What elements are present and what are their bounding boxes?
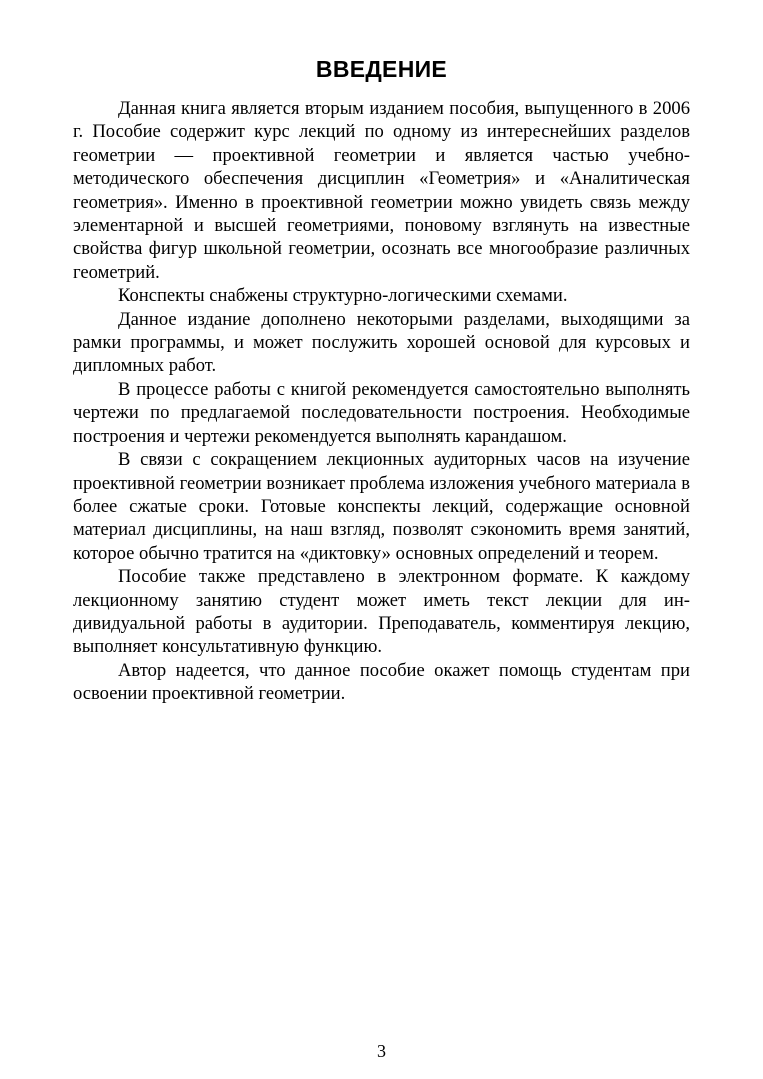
paragraph-5: В связи с сокращением лекционных аудиторных часов на изучение проективной геометрии возникает проблема изложения учебного материала в более сжатые сроки. Готовые конспекты лекций, содержащие основной материал дисциплины, на наш взгляд, позволят сэкономить время занятий, которое обычно тратится на «диктовку» основных определений и теорем. [73, 449, 690, 564]
paragraph-1: Данная книга является вторым изданием пособия, выпущенного в 2006 г. Пособие содержит курс лекций по одному из интереснейших разделов геометрии — проективной геометрии и является частью учебно-методического обеспечения дисциплин «Геометрия» и «Аналитическая геометрия». Именно в проективной геометрии можно увидеть связь между элементарной и высшей геометриями, поновому взглянуть на известные свойства фигур школьной геометрии, осознать все многообразие различных геометрий. [73, 98, 690, 283]
paragraph-3: Данное издание дополнено некоторыми разделами, выходящими за рамки программы, и может послужить хорошей основой для курсовых и дипломных работ. [73, 308, 690, 377]
body-text [73, 97, 690, 706]
paragraph-7: Автор надеется, что данное пособие окажет помощь студентам при освоении проективной геометрии. [73, 659, 690, 705]
page-number: 3 [377, 1041, 386, 1061]
paragraph-6: Пособие также представлено в электронном формате. К каждому лекционному занятию студент может иметь текст лекции для индивидуальной работы в аудитории. Преподаватель, комментируя лекцию, выполняет консультативную функцию. [73, 566, 690, 658]
paragraph-2: Конспекты снабжены структурно-логическими схемами. [118, 285, 568, 307]
page-content [73, 55, 690, 706]
page-title: ВВЕДЕНИЕ [315, 56, 448, 82]
paragraph-4: В процессе работы с книгой рекомендуется самостоятельно выполнять чертежи по предлагаемой последовательности построения. Необходимые построения и чертежи рекомендуется выполнять карандашом. [73, 378, 690, 447]
